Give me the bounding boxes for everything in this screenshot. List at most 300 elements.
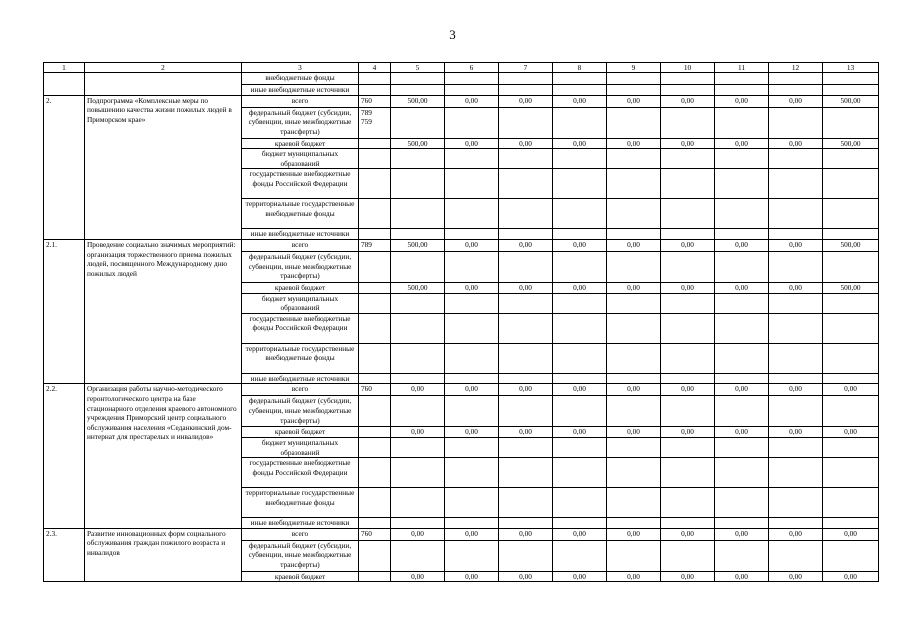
funding-source-cell: всего <box>242 239 359 251</box>
table-row <box>44 384 879 396</box>
value-cell <box>661 73 715 85</box>
value-cell: 0,00 <box>553 384 607 396</box>
value-cell <box>607 540 661 571</box>
value-cell <box>823 293 879 313</box>
value-cell: 0,00 <box>769 384 823 396</box>
value-cell <box>715 343 769 373</box>
value-cell <box>769 373 823 384</box>
value-cell: 0,00 <box>715 427 769 438</box>
value-cell: 0,00 <box>769 138 823 149</box>
value-cell: 0,00 <box>553 528 607 540</box>
table-header <box>44 63 879 73</box>
value-cell <box>607 251 661 282</box>
value-cell: 0,00 <box>553 427 607 438</box>
value-cell <box>445 229 499 240</box>
value-cell: 0,00 <box>715 528 769 540</box>
value-cell: 0,00 <box>391 427 445 438</box>
code-cell <box>359 85 391 96</box>
value-cell <box>553 251 607 282</box>
value-cell: 0,00 <box>391 571 445 582</box>
value-cell <box>391 437 445 457</box>
value-cell <box>391 169 445 199</box>
value-cell: 0,00 <box>391 384 445 396</box>
funding-source-cell: территориальные государственные внебюджетные фонды <box>242 488 359 518</box>
value-cell <box>823 251 879 282</box>
column-header-6: 6 <box>445 63 499 73</box>
budget-table <box>43 62 879 582</box>
value-cell <box>607 107 661 138</box>
value-cell <box>661 251 715 282</box>
value-cell <box>607 293 661 313</box>
value-cell <box>661 540 715 571</box>
code-cell <box>359 251 391 282</box>
value-cell: 500,00 <box>823 282 879 293</box>
code-cell <box>359 373 391 384</box>
funding-source-cell: государственные внебюджетные фонды Российской Федерации <box>242 169 359 199</box>
value-cell <box>391 199 445 229</box>
value-cell <box>607 518 661 529</box>
funding-source-cell: бюджет муниципальных образований <box>242 293 359 313</box>
value-cell <box>391 107 445 138</box>
value-cell <box>445 199 499 229</box>
funding-source-cell: иные внебюджетные источники <box>242 373 359 384</box>
funding-source-cell: территориальные государственные внебюджетные фонды <box>242 199 359 229</box>
value-cell <box>823 149 879 169</box>
value-cell <box>607 437 661 457</box>
value-cell <box>715 199 769 229</box>
value-cell <box>391 343 445 373</box>
value-cell: 0,00 <box>499 384 553 396</box>
value-cell <box>553 396 607 427</box>
value-cell <box>823 518 879 529</box>
value-cell <box>769 293 823 313</box>
value-cell <box>553 343 607 373</box>
value-cell <box>553 107 607 138</box>
value-cell <box>715 149 769 169</box>
value-cell: 0,00 <box>391 528 445 540</box>
value-cell: 0,00 <box>553 95 607 107</box>
code-cell <box>359 138 391 149</box>
value-cell <box>499 293 553 313</box>
value-cell: 0,00 <box>445 282 499 293</box>
value-cell: 0,00 <box>445 384 499 396</box>
value-cell <box>769 169 823 199</box>
value-cell <box>499 251 553 282</box>
value-cell <box>769 437 823 457</box>
value-cell: 0,00 <box>499 95 553 107</box>
value-cell: 0,00 <box>823 384 879 396</box>
value-cell <box>445 169 499 199</box>
value-cell <box>823 169 879 199</box>
value-cell: 500,00 <box>823 239 879 251</box>
value-cell: 500,00 <box>391 282 445 293</box>
value-cell <box>715 73 769 85</box>
row-title-cell: Развитие инновационных форм социального обслуживания граждан пожилого возраста и инвалидов <box>85 528 242 582</box>
code-cell <box>359 427 391 438</box>
value-cell: 0,00 <box>445 528 499 540</box>
value-cell <box>391 396 445 427</box>
value-cell: 0,00 <box>823 571 879 582</box>
funding-source-cell: всего <box>242 384 359 396</box>
column-header-11: 11 <box>715 63 769 73</box>
value-cell <box>445 458 499 488</box>
value-cell <box>823 343 879 373</box>
column-header-7: 7 <box>499 63 553 73</box>
value-cell <box>499 313 553 343</box>
value-cell: 0,00 <box>553 571 607 582</box>
value-cell <box>391 251 445 282</box>
funding-source-cell: всего <box>242 95 359 107</box>
value-cell <box>445 149 499 169</box>
value-cell <box>661 313 715 343</box>
value-cell: 0,00 <box>661 571 715 582</box>
code-cell <box>359 313 391 343</box>
code-cell <box>359 458 391 488</box>
funding-source-cell: территориальные государственные внебюджетные фонды <box>242 343 359 373</box>
value-cell: 0,00 <box>715 95 769 107</box>
value-cell <box>553 488 607 518</box>
code-cell <box>359 229 391 240</box>
funding-source-cell: федеральный бюджет (субсидии, субвенции, иные межбюджетные трансферты) <box>242 540 359 571</box>
value-cell <box>445 73 499 85</box>
value-cell <box>715 488 769 518</box>
code-cell <box>359 282 391 293</box>
value-cell <box>661 518 715 529</box>
value-cell: 0,00 <box>607 239 661 251</box>
table-row <box>44 528 879 540</box>
value-cell <box>661 199 715 229</box>
value-cell <box>607 85 661 96</box>
value-cell: 500,00 <box>823 138 879 149</box>
value-cell: 0,00 <box>661 528 715 540</box>
value-cell: 0,00 <box>607 138 661 149</box>
row-title-cell: Подпрограмма «Комплексные меры по повышению качества жизни пожилых людей в Приморском крае» <box>85 95 242 239</box>
value-cell <box>823 488 879 518</box>
value-cell: 0,00 <box>499 528 553 540</box>
value-cell: 0,00 <box>553 282 607 293</box>
value-cell <box>715 437 769 457</box>
value-cell <box>553 169 607 199</box>
value-cell: 500,00 <box>391 239 445 251</box>
value-cell <box>769 313 823 343</box>
column-header-5: 5 <box>391 63 445 73</box>
value-cell <box>769 251 823 282</box>
value-cell: 0,00 <box>607 282 661 293</box>
code-cell: 760 <box>359 95 391 107</box>
value-cell <box>607 488 661 518</box>
row-number-cell: 2.3. <box>44 528 85 582</box>
value-cell <box>607 199 661 229</box>
value-cell: 0,00 <box>607 427 661 438</box>
value-cell <box>499 437 553 457</box>
funding-source-cell: внебюджетные фонды <box>242 73 359 85</box>
funding-source-cell: бюджет муниципальных образований <box>242 437 359 457</box>
value-cell <box>661 293 715 313</box>
funding-source-cell: краевой бюджет <box>242 138 359 149</box>
value-cell <box>823 199 879 229</box>
value-cell: 0,00 <box>769 528 823 540</box>
row-number-cell: 2.1. <box>44 239 85 383</box>
value-cell <box>553 518 607 529</box>
value-cell <box>715 458 769 488</box>
value-cell <box>769 149 823 169</box>
funding-source-cell: бюджет муниципальных образований <box>242 149 359 169</box>
value-cell <box>769 229 823 240</box>
code-cell <box>359 149 391 169</box>
value-cell <box>607 229 661 240</box>
value-cell <box>391 313 445 343</box>
value-cell: 0,00 <box>499 138 553 149</box>
row-title-cell <box>85 73 242 96</box>
value-cell: 0,00 <box>607 95 661 107</box>
value-cell <box>823 437 879 457</box>
code-cell: 760 <box>359 384 391 396</box>
value-cell: 0,00 <box>823 528 879 540</box>
value-cell: 0,00 <box>715 282 769 293</box>
row-number-cell: 2.2. <box>44 384 85 528</box>
value-cell <box>553 373 607 384</box>
value-cell <box>661 437 715 457</box>
value-cell: 500,00 <box>391 95 445 107</box>
value-cell <box>823 458 879 488</box>
value-cell <box>391 540 445 571</box>
value-cell: 0,00 <box>769 95 823 107</box>
value-cell: 0,00 <box>661 282 715 293</box>
value-cell: 0,00 <box>769 239 823 251</box>
value-cell <box>715 293 769 313</box>
value-cell <box>445 540 499 571</box>
value-cell <box>499 488 553 518</box>
funding-source-cell: федеральный бюджет (субсидии, субвенции, иные межбюджетные трансферты) <box>242 107 359 138</box>
value-cell <box>823 73 879 85</box>
value-cell <box>445 107 499 138</box>
value-cell <box>823 313 879 343</box>
value-cell <box>715 373 769 384</box>
value-cell <box>715 396 769 427</box>
value-cell <box>769 107 823 138</box>
code-cell <box>359 488 391 518</box>
value-cell <box>445 488 499 518</box>
value-cell: 0,00 <box>769 427 823 438</box>
value-cell <box>823 396 879 427</box>
value-cell: 0,00 <box>769 571 823 582</box>
funding-source-cell: государственные внебюджетные фонды Российской Федерации <box>242 313 359 343</box>
value-cell <box>823 107 879 138</box>
value-cell <box>769 540 823 571</box>
value-cell <box>391 293 445 313</box>
value-cell: 0,00 <box>661 95 715 107</box>
value-cell: 0,00 <box>607 571 661 582</box>
value-cell <box>445 437 499 457</box>
funding-source-cell: краевой бюджет <box>242 282 359 293</box>
value-cell: 0,00 <box>445 571 499 582</box>
code-cell: 789 <box>359 239 391 251</box>
code-cell <box>359 396 391 427</box>
row-number-cell <box>44 73 85 96</box>
funding-source-cell: иные внебюджетные источники <box>242 229 359 240</box>
value-cell <box>391 488 445 518</box>
value-cell <box>391 373 445 384</box>
code-cell <box>359 540 391 571</box>
value-cell <box>445 373 499 384</box>
value-cell <box>661 458 715 488</box>
value-cell: 0,00 <box>715 571 769 582</box>
value-cell: 0,00 <box>661 384 715 396</box>
funding-source-cell: всего <box>242 528 359 540</box>
value-cell <box>499 85 553 96</box>
funding-source-cell: краевой бюджет <box>242 427 359 438</box>
value-cell <box>769 458 823 488</box>
value-cell <box>661 229 715 240</box>
value-cell <box>499 540 553 571</box>
column-header-8: 8 <box>553 63 607 73</box>
value-cell <box>499 107 553 138</box>
value-cell <box>445 313 499 343</box>
value-cell <box>499 343 553 373</box>
value-cell <box>823 85 879 96</box>
value-cell <box>391 458 445 488</box>
value-cell <box>715 169 769 199</box>
value-cell: 0,00 <box>607 528 661 540</box>
value-cell <box>661 169 715 199</box>
value-cell <box>661 396 715 427</box>
value-cell <box>553 199 607 229</box>
funding-source-cell: государственные внебюджетные фонды Российской Федерации <box>242 458 359 488</box>
code-cell <box>359 343 391 373</box>
value-cell: 0,00 <box>499 239 553 251</box>
value-cell: 0,00 <box>553 138 607 149</box>
value-cell <box>715 518 769 529</box>
code-cell <box>359 518 391 529</box>
value-cell <box>607 169 661 199</box>
value-cell <box>607 373 661 384</box>
value-cell: 0,00 <box>715 239 769 251</box>
value-cell <box>553 313 607 343</box>
value-cell <box>553 293 607 313</box>
value-cell <box>715 540 769 571</box>
column-header-4: 4 <box>359 63 391 73</box>
value-cell <box>823 540 879 571</box>
column-header-3: 3 <box>242 63 359 73</box>
code-cell <box>359 169 391 199</box>
funding-source-cell: иные внебюджетные источники <box>242 85 359 96</box>
value-cell <box>607 343 661 373</box>
value-cell <box>769 396 823 427</box>
value-cell <box>661 373 715 384</box>
column-header-12: 12 <box>769 63 823 73</box>
value-cell <box>607 73 661 85</box>
table-row <box>44 73 879 85</box>
value-cell <box>499 199 553 229</box>
funding-source-cell: федеральный бюджет (субсидии, субвенции, иные межбюджетные трансферты) <box>242 396 359 427</box>
value-cell: 0,00 <box>661 427 715 438</box>
code-cell: 789 759 <box>359 107 391 138</box>
column-header-1: 1 <box>44 63 85 73</box>
code-cell <box>359 437 391 457</box>
value-cell <box>391 85 445 96</box>
value-cell <box>391 229 445 240</box>
column-header-13: 13 <box>823 63 879 73</box>
code-cell <box>359 73 391 85</box>
value-cell <box>769 488 823 518</box>
value-cell <box>661 343 715 373</box>
value-cell <box>445 251 499 282</box>
value-cell <box>553 437 607 457</box>
value-cell <box>499 396 553 427</box>
value-cell <box>769 199 823 229</box>
value-cell <box>661 488 715 518</box>
value-cell <box>661 149 715 169</box>
value-cell <box>553 149 607 169</box>
value-cell <box>715 313 769 343</box>
value-cell: 0,00 <box>499 427 553 438</box>
value-cell <box>499 73 553 85</box>
column-header-2: 2 <box>85 63 242 73</box>
value-cell <box>391 73 445 85</box>
value-cell <box>661 85 715 96</box>
row-number-cell: 2. <box>44 95 85 239</box>
value-cell <box>499 458 553 488</box>
value-cell: 0,00 <box>445 427 499 438</box>
funding-source-cell: краевой бюджет <box>242 571 359 582</box>
table-row <box>44 95 879 107</box>
value-cell: 0,00 <box>445 138 499 149</box>
value-cell <box>499 229 553 240</box>
page-number: 3 <box>449 27 456 42</box>
value-cell <box>769 73 823 85</box>
funding-source-cell: федеральный бюджет (субсидии, субвенции, иные межбюджетные трансферты) <box>242 251 359 282</box>
value-cell <box>715 107 769 138</box>
value-cell: 0,00 <box>823 427 879 438</box>
value-cell <box>445 343 499 373</box>
value-cell <box>553 229 607 240</box>
value-cell: 0,00 <box>445 95 499 107</box>
value-cell <box>823 229 879 240</box>
value-cell <box>445 396 499 427</box>
value-cell <box>553 85 607 96</box>
value-cell <box>607 396 661 427</box>
value-cell: 0,00 <box>499 282 553 293</box>
table-row <box>44 239 879 251</box>
value-cell <box>553 73 607 85</box>
value-cell <box>769 85 823 96</box>
value-cell <box>715 85 769 96</box>
value-cell <box>445 293 499 313</box>
value-cell <box>661 107 715 138</box>
value-cell: 0,00 <box>661 239 715 251</box>
code-cell <box>359 571 391 582</box>
row-title-cell: Проведение социально значимых мероприятий: организация торжественного приема пожилых людей, посвященного Международному дню пожилых людей <box>85 239 242 383</box>
code-cell <box>359 293 391 313</box>
value-cell: 0,00 <box>661 138 715 149</box>
value-cell <box>499 518 553 529</box>
column-header-10: 10 <box>661 63 715 73</box>
value-cell: 0,00 <box>715 384 769 396</box>
value-cell: 500,00 <box>823 95 879 107</box>
value-cell <box>391 518 445 529</box>
code-cell: 760 <box>359 528 391 540</box>
funding-source-cell: иные внебюджетные источники <box>242 518 359 529</box>
value-cell: 0,00 <box>715 138 769 149</box>
value-cell: 0,00 <box>553 239 607 251</box>
value-cell <box>823 373 879 384</box>
value-cell <box>769 518 823 529</box>
value-cell <box>715 229 769 240</box>
value-cell <box>445 85 499 96</box>
value-cell <box>607 313 661 343</box>
value-cell: 0,00 <box>499 571 553 582</box>
value-cell <box>553 540 607 571</box>
